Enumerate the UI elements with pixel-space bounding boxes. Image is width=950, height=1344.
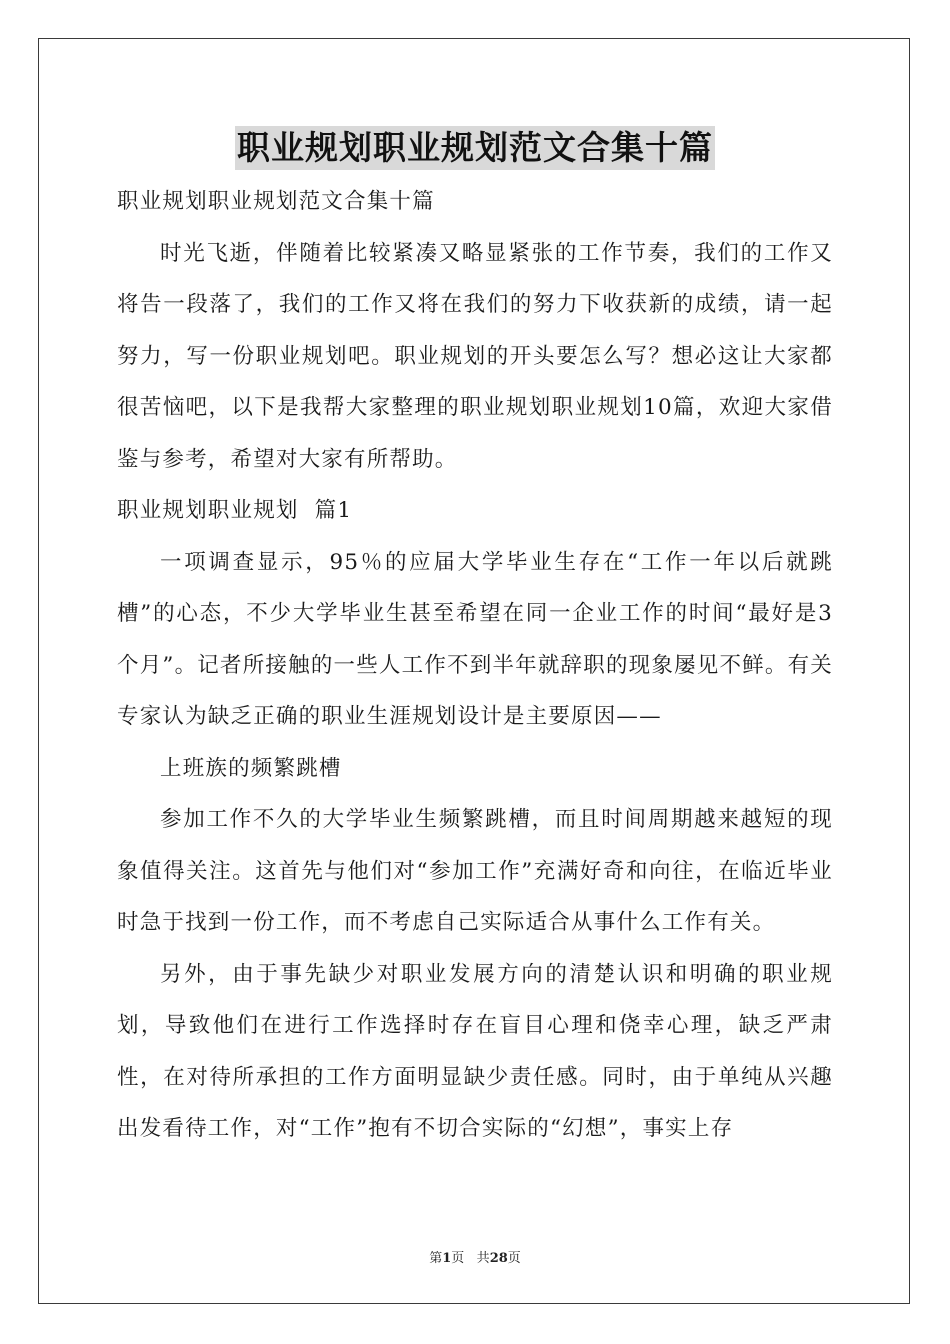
page-number: 1 bbox=[442, 1251, 452, 1266]
document-body bbox=[117, 176, 833, 1155]
total-suffix: 页 bbox=[507, 1251, 521, 1266]
document-subtitle: 职业规划职业规划范文合集十篇 bbox=[117, 189, 435, 214]
page-prefix: 第 bbox=[429, 1251, 443, 1266]
document-title: 职业规划职业规划范文合集十篇 bbox=[235, 126, 715, 170]
page-suffix: 页 bbox=[451, 1251, 465, 1266]
subheading-job-hopping: 上班族的频繁跳槽 bbox=[160, 755, 342, 781]
page-footer bbox=[0, 1247, 950, 1266]
job-hopping-paragraph: 参加工作不久的大学毕业生频繁跳槽，而且时间周期越来越短的现象值得关注。这首先与他们对“参加工作”充满好奇和向往，在临近毕业时急于找到一份工作，而不考虑自己实际适合从事什么工作有关。 bbox=[117, 807, 833, 935]
intro-paragraph: 时光飞逝，伴随着比较紧凑又略显紧张的工作节奏，我们的工作又将告一段落了，我们的工作又将在我们的努力下收获新的成绩，请一起努力，写一份职业规划吧。职业规划的开头要怎么写？想必这让大家都很苦恼吧，以下是我帮大家整理的职业规划职业规划10篇，欢迎大家借鉴与参考，希望对大家有所帮助。 bbox=[117, 240, 833, 472]
section-heading: 职业规划职业规划 篇1 bbox=[117, 498, 353, 523]
survey-paragraph: 一项调查显示，95％的应届大学毕业生存在“工作一年以后就跳槽”的心态，不少大学毕业生甚至希望在同一企业工作的时间“最好是3个月”。记者所接触的一些人工作不到半年就辞职的现象屡见不鲜。有关专家认为缺乏正确的职业生涯规划设计是主要原因—— bbox=[117, 549, 833, 729]
total-prefix: 共 bbox=[476, 1251, 490, 1266]
additional-paragraph: 另外，由于事先缺少对职业发展方向的清楚认识和明确的职业规划，导致他们在进行工作选择时存在盲目心理和侥幸心理，缺乏严肃性，在对待所承担的工作方面明显缺少责任感。同时，由于单纯从兴趣出发看待工作，对“工作”抱有不切合实际的“幻想”，事实上存 bbox=[117, 961, 833, 1141]
total-pages: 28 bbox=[489, 1251, 508, 1266]
title-container bbox=[0, 126, 950, 170]
